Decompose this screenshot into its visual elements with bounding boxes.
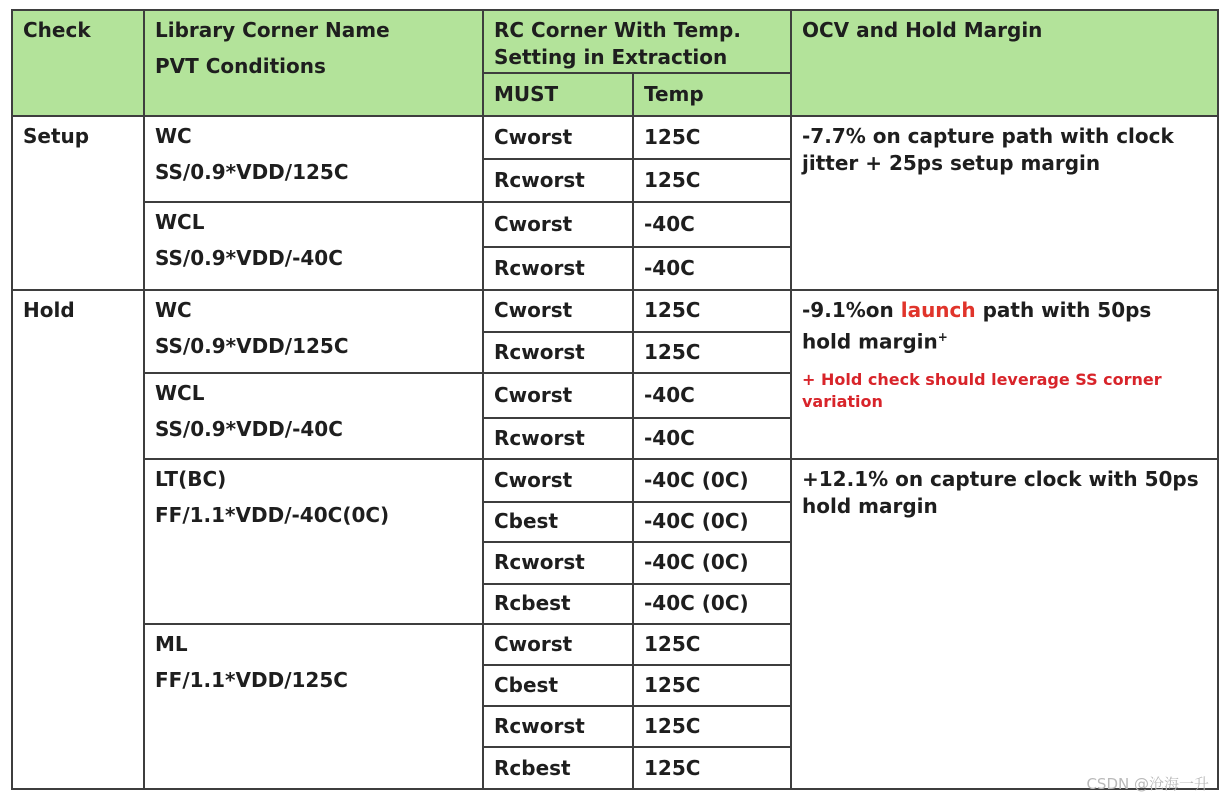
temp-cell (633, 418, 791, 459)
temp-cell (633, 332, 791, 373)
table-row (12, 290, 1218, 331)
rc-corner: Cbest (494, 509, 559, 534)
pvt-condition: SS/0.9*VDD/125C (155, 160, 349, 185)
rc-cell (483, 706, 633, 747)
temp-value: 125C (644, 673, 701, 698)
rc-cell (483, 247, 633, 291)
setup-margin-cell (791, 116, 1218, 290)
temp-value: 125C (644, 167, 701, 192)
header-must-cell (483, 73, 633, 117)
rc-cell (483, 584, 633, 624)
rc-cell (483, 373, 633, 418)
rc-cell (483, 459, 633, 501)
rc-cell (483, 542, 633, 583)
rc-cell (483, 418, 633, 459)
temp-cell (633, 747, 791, 789)
setup-check-cell (12, 116, 144, 290)
header-library-corner: Library Corner Name (155, 18, 390, 42)
hold-margin-a-cell (791, 290, 1218, 459)
rc-corner: Cworst (494, 124, 573, 149)
rc-corner: Rcworst (494, 714, 585, 739)
pvt-condition: SS/0.9*VDD/125C (155, 334, 349, 359)
header-temp: Temp (644, 81, 704, 106)
header-ocv-margin: OCV and Hold Margin (802, 18, 1043, 42)
corner-name: WCL (155, 210, 205, 235)
rc-cell (483, 159, 633, 203)
header-rc-corner-line2: Setting in Extraction (494, 45, 728, 69)
rc-corner: Cworst (494, 382, 573, 407)
rc-corner: Rcworst (494, 255, 585, 280)
rc-corner: Cbest (494, 673, 559, 698)
rc-corner: Rcworst (494, 339, 585, 364)
header-must: MUST (494, 81, 559, 106)
temp-value: -40C (0C) (644, 467, 749, 492)
rc-cell (483, 502, 633, 542)
table-row (12, 116, 1218, 158)
corner-name: LT(BC) (155, 467, 227, 492)
hold-margin-a-mark: + (937, 330, 948, 345)
rc-corner: Cworst (494, 467, 573, 492)
hold-margin-a-suffix: path with 50ps hold margin (802, 298, 1152, 354)
pvt-condition: FF/1.1*VDD/-40C(0C) (155, 503, 390, 528)
hold-margin-b-cell (791, 459, 1218, 789)
hold-wcl-corner-cell (144, 373, 483, 459)
corner-name: ML (155, 631, 188, 656)
corner-table (11, 9, 1219, 790)
header-check-cell (12, 10, 144, 116)
temp-value: -40C (644, 382, 695, 407)
temp-cell (633, 116, 791, 158)
temp-cell (633, 584, 791, 624)
rc-corner: Rcbest (494, 755, 571, 780)
temp-cell (633, 706, 791, 747)
temp-value: 125C (644, 298, 701, 323)
rc-corner: Cworst (494, 298, 573, 323)
rc-cell (483, 290, 633, 331)
header-ocv-cell (791, 10, 1218, 116)
temp-value: 125C (644, 632, 701, 657)
temp-value: 125C (644, 755, 701, 780)
rc-corner: Rcworst (494, 550, 585, 575)
rc-cell (483, 624, 633, 665)
temp-value: -40C (644, 425, 695, 450)
hold-check-cell (12, 290, 144, 789)
hold-label: Hold (23, 298, 75, 323)
corner-name: WC (155, 124, 192, 149)
temp-cell (633, 159, 791, 203)
temp-cell (633, 502, 791, 542)
temp-cell (633, 373, 791, 418)
temp-value: 125C (644, 124, 701, 149)
header-temp-cell (633, 73, 791, 117)
setup-wc-corner-cell (144, 116, 483, 202)
setup-margin: -7.7% on capture path with clock jitter + 25ps setup margin (802, 124, 1174, 176)
header-check: Check (23, 18, 91, 42)
hold-margin-a-prefix: -9.1%on (802, 298, 901, 323)
header-row (12, 10, 1218, 73)
temp-value: -40C (0C) (644, 509, 749, 534)
corner-name: WCL (155, 381, 205, 406)
hold-ml-corner-cell (144, 624, 483, 789)
temp-value: 125C (644, 714, 701, 739)
temp-cell (633, 202, 791, 247)
rc-cell (483, 665, 633, 705)
temp-value: -40C (0C) (644, 591, 749, 616)
pvt-condition: FF/1.1*VDD/125C (155, 667, 348, 692)
rc-cell (483, 202, 633, 247)
hold-margin-a-note: + Hold check should leverage SS corner variation (802, 369, 1162, 411)
temp-cell (633, 624, 791, 665)
temp-value: -40C (644, 211, 695, 236)
rc-cell (483, 116, 633, 158)
temp-cell (633, 665, 791, 705)
rc-corner: Cworst (494, 632, 573, 657)
header-rc-corner-line1: RC Corner With Temp. (494, 18, 741, 42)
header-library-cell (144, 10, 483, 116)
pvt-condition: SS/0.9*VDD/-40C (155, 246, 343, 271)
temp-value: -40C (0C) (644, 550, 749, 575)
rc-corner: Rcbest (494, 591, 571, 616)
hold-lt-corner-cell (144, 459, 483, 624)
pvt-condition: SS/0.9*VDD/-40C (155, 417, 343, 442)
temp-value: 125C (644, 339, 701, 364)
setup-wcl-corner-cell (144, 202, 483, 290)
temp-cell (633, 459, 791, 501)
header-rc-corner-cell (483, 10, 791, 73)
setup-label: Setup (23, 124, 90, 149)
rc-cell (483, 747, 633, 789)
hold-margin-b: +12.1% on capture clock with 50ps hold margin (802, 467, 1199, 519)
table-row (12, 459, 1218, 501)
hold-wc-corner-cell (144, 290, 483, 373)
rc-corner: Rcworst (494, 425, 585, 450)
temp-value: -40C (644, 255, 695, 280)
rc-cell (483, 332, 633, 373)
hold-margin-a-launch: launch (900, 298, 976, 323)
corner-name: WC (155, 298, 192, 323)
rc-corner: Rcworst (494, 167, 585, 192)
watermark: CSDN @沧海一升 (1086, 775, 1209, 793)
rc-corner: Cworst (494, 211, 573, 236)
header-pvt-conditions: PVT Conditions (155, 54, 326, 78)
temp-cell (633, 542, 791, 583)
temp-cell (633, 247, 791, 291)
temp-cell (633, 290, 791, 331)
